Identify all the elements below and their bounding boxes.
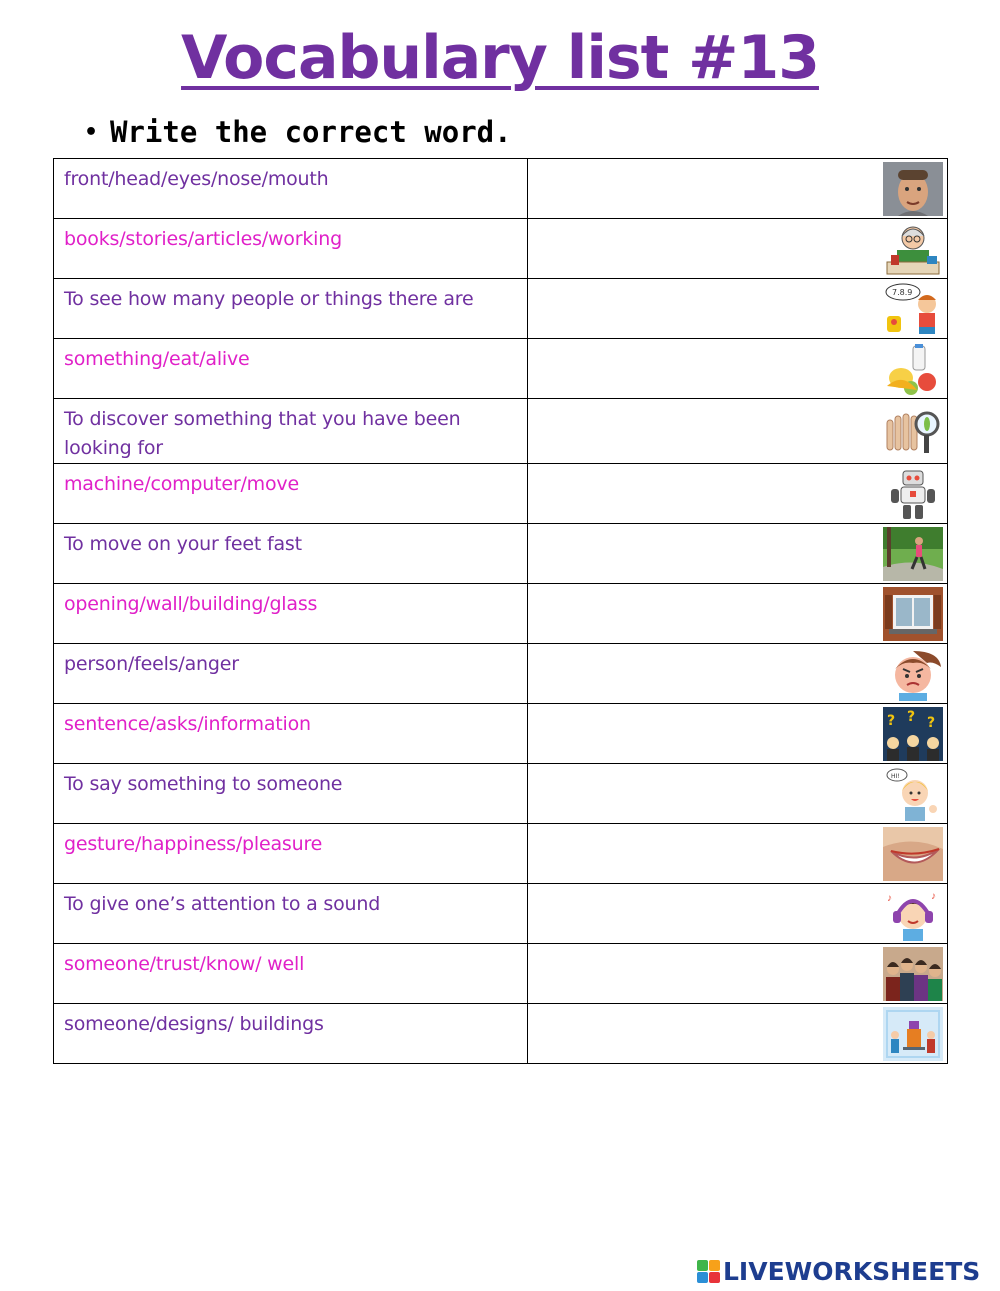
food-icon [883,342,943,396]
answer-cell [528,524,948,584]
answer-input[interactable] [534,650,868,698]
angry-girl-icon [883,647,943,701]
table-row [54,464,948,524]
face-icon [883,162,943,216]
answer-input[interactable] [534,830,868,878]
clue-cell [54,399,528,464]
smile-icon [883,827,943,881]
answer-input[interactable] [534,225,868,273]
bullet-icon: • [84,120,99,145]
robot-icon [883,467,943,521]
table-row [54,339,948,399]
clue-cell [54,219,528,279]
window-icon [883,587,943,641]
clue-text: To say something to someone [64,773,343,795]
svg-text:?: ? [907,709,916,725]
clue-cell [54,824,528,884]
clue-text: To move on your feet fast [64,533,302,555]
architect-icon [883,1007,943,1061]
answer-cell [528,399,948,464]
answer-input[interactable] [534,345,868,393]
answer-input[interactable] [534,405,868,453]
clue-text: person/feels/anger [64,653,239,675]
answer-input[interactable] [534,530,868,578]
logo-text: LIVEWORKSHEETS [723,1256,981,1286]
table-row [54,524,948,584]
clue-text: To give one’s attention to a sound [64,893,381,915]
answer-cell [528,1004,948,1064]
answer-input[interactable] [534,165,868,213]
table-row [54,1004,948,1064]
answer-cell [528,279,948,339]
clue-cell [54,704,528,764]
table-row [54,884,948,944]
instruction-text: Write the correct word. [110,115,512,149]
clue-cell [54,884,528,944]
answer-cell [528,339,948,399]
clue-text: something/eat/alive [64,348,250,370]
table-row [54,584,948,644]
answer-cell [528,824,948,884]
svg-text:?: ? [927,715,936,731]
question-marks-icon [883,707,943,761]
answer-input[interactable] [534,770,868,818]
svg-text:HI!: HI! [891,773,900,780]
liveworksheets-logo [697,1256,980,1286]
clue-text: sentence/asks/information [64,713,311,735]
counting-icon [883,282,943,336]
clue-cell [54,464,528,524]
talking-girl-icon [883,767,943,821]
answer-input[interactable] [534,285,868,333]
headphones-girl-icon [883,887,943,941]
answer-cell [528,219,948,279]
table-row [54,764,948,824]
answer-input[interactable] [534,950,868,998]
clue-text: machine/computer/move [64,473,299,495]
clue-text: someone/designs/ buildings [64,1013,324,1035]
answer-input[interactable] [534,470,868,518]
magnifier-icon [883,402,943,456]
clue-cell [54,159,528,219]
answer-cell [528,159,948,219]
answer-cell [528,764,948,824]
table-row [54,399,948,464]
worksheet-title: Vocabulary list #13 [181,23,819,93]
table-row [54,279,948,339]
clue-text: To discover something that you have been looking for [64,408,461,459]
answer-input[interactable] [534,590,868,638]
table-row [54,824,948,884]
table-row [54,219,948,279]
answer-cell [528,944,948,1004]
instruction [84,115,512,149]
table-row [54,704,948,764]
clue-cell [54,764,528,824]
clue-text: gesture/happiness/pleasure [64,833,323,855]
clue-text: books/stories/articles/working [64,228,342,250]
clue-text: front/head/eyes/nose/mouth [64,168,329,190]
answer-cell [528,464,948,524]
runner-icon [883,527,943,581]
clue-text: To see how many people or things there are [64,288,474,310]
clue-cell [54,1004,528,1064]
answer-cell [528,584,948,644]
answer-input[interactable] [534,1010,868,1058]
answer-input[interactable] [534,710,868,758]
clue-text: opening/wall/building/glass [64,593,318,615]
clue-cell [54,644,528,704]
svg-text:7.8.9: 7.8.9 [892,288,913,297]
writer-icon [883,222,943,276]
table-row [54,944,948,1004]
svg-text:?: ? [887,713,896,729]
clue-cell [54,339,528,399]
friends-group-icon [883,947,943,1001]
vocabulary-table [53,158,948,1064]
table-row [54,644,948,704]
table-row [54,159,948,219]
svg-text:♪: ♪ [931,891,936,902]
answer-cell [528,644,948,704]
clue-cell [54,279,528,339]
clue-cell [54,944,528,1004]
logo-mark-icon [697,1260,720,1283]
answer-cell [528,704,948,764]
svg-text:♪: ♪ [887,893,892,904]
clue-cell [54,584,528,644]
clue-cell [54,524,528,584]
answer-cell [528,884,948,944]
answer-input[interactable] [534,890,868,938]
clue-text: someone/trust/know/ well [64,953,305,975]
